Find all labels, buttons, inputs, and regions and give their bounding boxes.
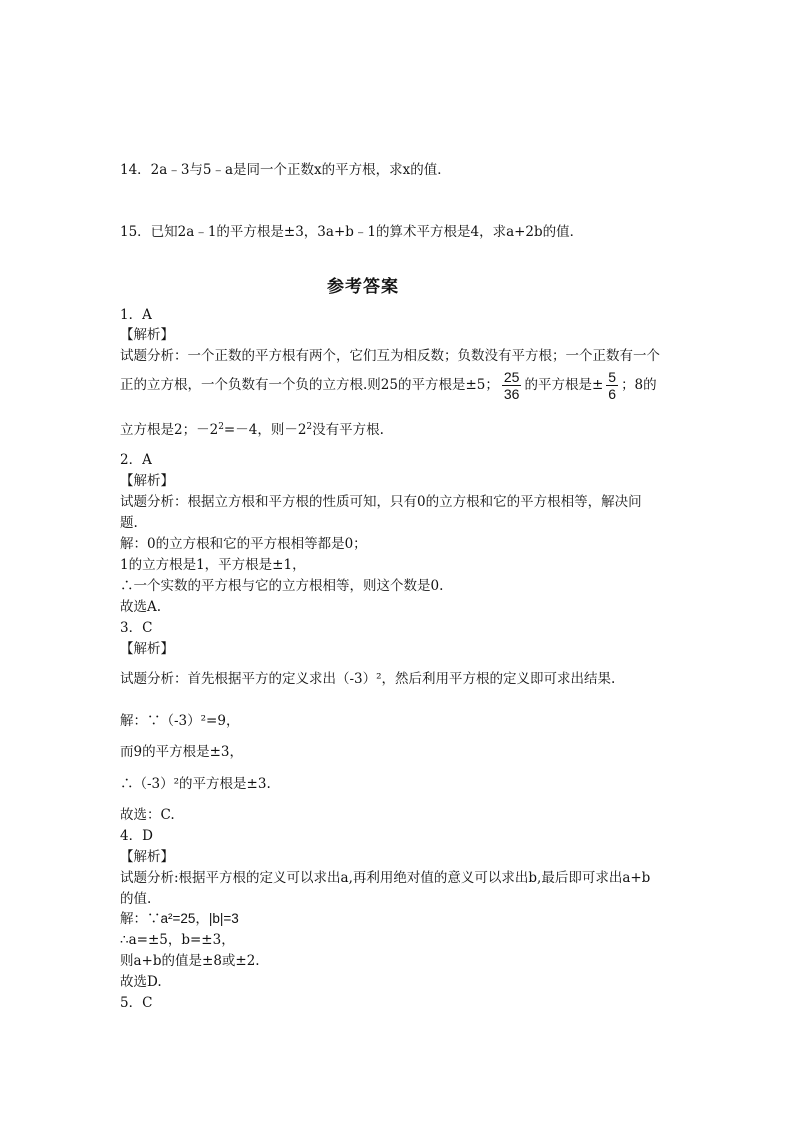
question-15: 15．已知2a﹣1的平方根是±3，3a+b﹣1的算术平方根是4，求a+2b的值． [120, 224, 584, 240]
fraction-2-numerator: 5 [608, 369, 617, 385]
fraction-25-36 [502, 369, 522, 402]
answer-1-line2-post: ；8的 [621, 377, 657, 393]
answer-1-tag: 【解析】 [120, 327, 174, 343]
answer-1-line1: 试题分析：一个正数的平方根有两个，它们互为相反数；负数没有平方根；一个正数有一个 [120, 348, 660, 364]
exponent-1: 2 [218, 422, 224, 432]
answer-1-line2-mid: 的平方根是± [524, 377, 604, 393]
answer-1-line3 [120, 421, 384, 439]
answer-4-line2: 的值. [120, 891, 152, 907]
answer-3-line4: ∴（-3）²的平方根是±3. [120, 776, 271, 792]
fraction-1-numerator: 25 [503, 369, 520, 385]
answer-3-line3: 而9的平方根是±3， [120, 744, 243, 760]
answer-2-tag: 【解析】 [120, 473, 174, 489]
answer-3-tag: 【解析】 [120, 641, 174, 657]
answer-4-line3: 解：∵a²=25，|b|=3 [120, 911, 239, 926]
answer-2-line3: 解：0的立方根和它的平方根相等都是0； [120, 536, 367, 552]
answer-4-line5: 则a+b的值是±8或±2. [120, 953, 260, 969]
answer-3-line5: 故选：C. [120, 807, 175, 823]
answer-2-line4: 1的立方根是1，平方根是±1， [120, 557, 306, 573]
answer-1-line3-c: 没有平方根. [312, 422, 384, 438]
answer-2-head: 2．A [120, 452, 152, 468]
exponent-2: 2 [306, 422, 313, 432]
answer-2-line2: 题. [120, 515, 138, 531]
answer-1-head: 1．A [120, 307, 152, 323]
answer-3-line2: 解：∵（-3）²=9， [120, 713, 240, 729]
answer-2-line5: ∴一个实数的平方根与它的立方根相等，则这个数是0. [120, 578, 444, 594]
answer-4-line4: ∴a=±5，b=±3， [120, 932, 235, 948]
answer-3-head: 3．C [120, 620, 153, 636]
answer-4-tag: 【解析】 [120, 849, 174, 865]
answer-4-head: 4．D [120, 828, 153, 844]
answer-4-line1: 试题分析:根据平方根的定义可以求出a,再利用绝对值的意义可以求出b,最后即可求出a+b [120, 870, 651, 886]
question-14: 14．2a﹣3与5﹣a是同一个正数x的平方根，求x的值． [120, 162, 451, 178]
answer-1-line3-a: 立方根是2；－2 [120, 422, 219, 438]
answer-4-line6: 故选D. [120, 974, 162, 990]
fraction-1-denominator: 36 [503, 386, 520, 402]
answer-5-head: 5．C [120, 995, 153, 1011]
answer-1-line2-pre: 正的立方根，一个负数有一个负的立方根.则25的平方根是±5； [120, 377, 499, 393]
answers-title: 参考答案 [327, 277, 399, 297]
answer-1-line2 [120, 369, 657, 402]
fraction-2-denominator: 6 [608, 386, 617, 402]
answer-3-line1: 试题分析：首先根据平方的定义求出（-3）²，然后利用平方根的定义即可求出结果. [120, 671, 616, 687]
answer-2-line6: 故选A. [120, 599, 162, 615]
answer-1-line3-b: =－4，则－2 [223, 422, 307, 438]
fraction-5-6 [606, 369, 618, 402]
answer-2-line1: 试题分析：根据立方根和平方根的性质可知，只有0的立方根和它的平方根相等，解决问 [120, 494, 642, 510]
